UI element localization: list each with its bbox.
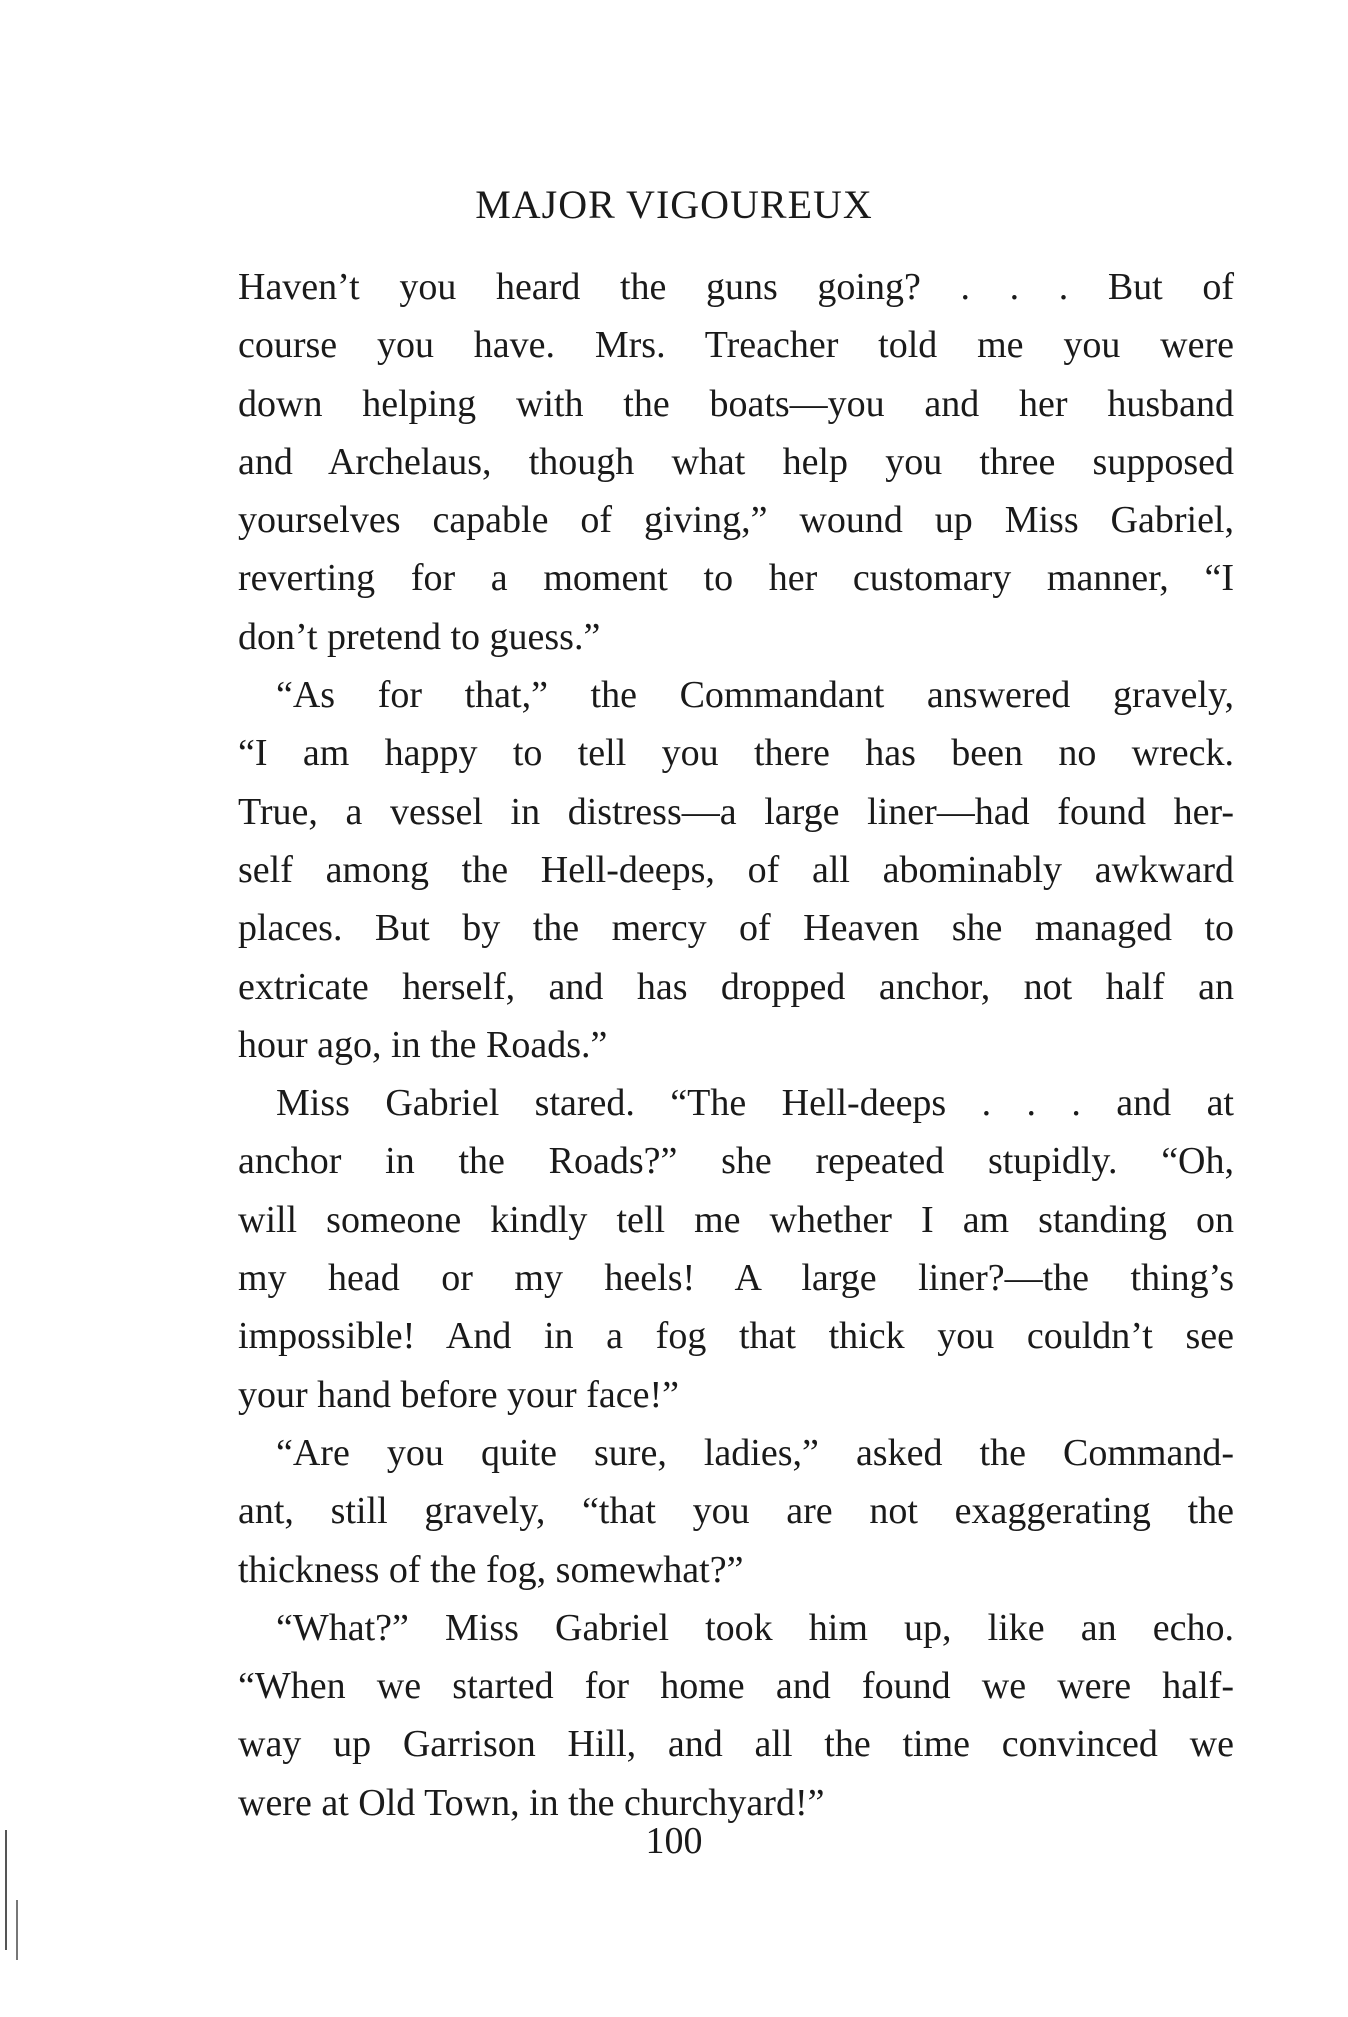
text-line: “I am happy to tell you there has been no wreck. [238,732,1234,775]
page-number: 100 [645,1820,703,1862]
scan-edge-mark [16,1900,18,1960]
text-line: impossible! And in a fog that thick you couldn’t see [238,1315,1234,1358]
text-line: “Are you quite sure, ladies,” asked the Command- [276,1431,1234,1474]
text-line: way up Garrison Hill, and all the time convinced we [238,1723,1234,1766]
text-line: True, a vessel in distress—a large liner—had found her- [238,790,1234,833]
text-line: were at Old Town, in the churchyard!” [238,1781,825,1824]
text-line: yourselves capable of giving,” wound up Miss Gabriel, [238,499,1234,542]
text-line: ant, still gravely, “that you are not exaggerating the [238,1490,1234,1533]
text-line: self among the Hell-deeps, of all abominably awkward [238,848,1234,891]
text-line: “What?” Miss Gabriel took him up, like an echo. [276,1606,1234,1649]
text-line: Haven’t you heard the guns going? . . . But of [238,266,1234,308]
text-line: down helping with the boats—you and her husband [238,382,1234,425]
text-line: reverting for a moment to her customary manner, “I [238,557,1234,600]
text-line: extricate herself, and has dropped anchor, not half an [238,965,1234,1008]
text-line: hour ago, in the Roads.” [238,1023,608,1066]
text-line: anchor in the Roads?” she repeated stupidly. “Oh, [238,1140,1234,1183]
text-line: thickness of the fog, somewhat?” [238,1548,744,1591]
paragraph-2 [238,666,1234,1074]
text-line: my head or my heels! A large liner?—the thing’s [238,1257,1234,1300]
text-line: “As for that,” the Commandant answered gravely, [276,674,1234,717]
text-line: will someone kindly tell me whether I am standing on [238,1198,1234,1241]
paragraph-5 [238,1599,1234,1832]
paragraph-4 [238,1424,1234,1599]
text-line: “When we started for home and found we were half- [238,1665,1234,1708]
paragraph-1 [238,258,1234,666]
text-line: places. But by the mercy of Heaven she managed to [238,907,1234,950]
body-text [238,258,1234,1832]
paragraph-3 [238,1074,1234,1424]
text-line: course you have. Mrs. Treacher told me you were [238,324,1234,367]
running-title: MAJOR VIGOUREUX [475,182,873,227]
text-line: don’t pretend to guess.” [238,615,601,658]
scan-edge-mark [5,1830,7,1950]
text-line: Miss Gabriel stared. “The Hell-deeps . . . and at [276,1082,1234,1125]
text-line: and Archelaus, though what help you three supposed [238,440,1234,483]
text-line: your hand before your face!” [238,1373,679,1416]
